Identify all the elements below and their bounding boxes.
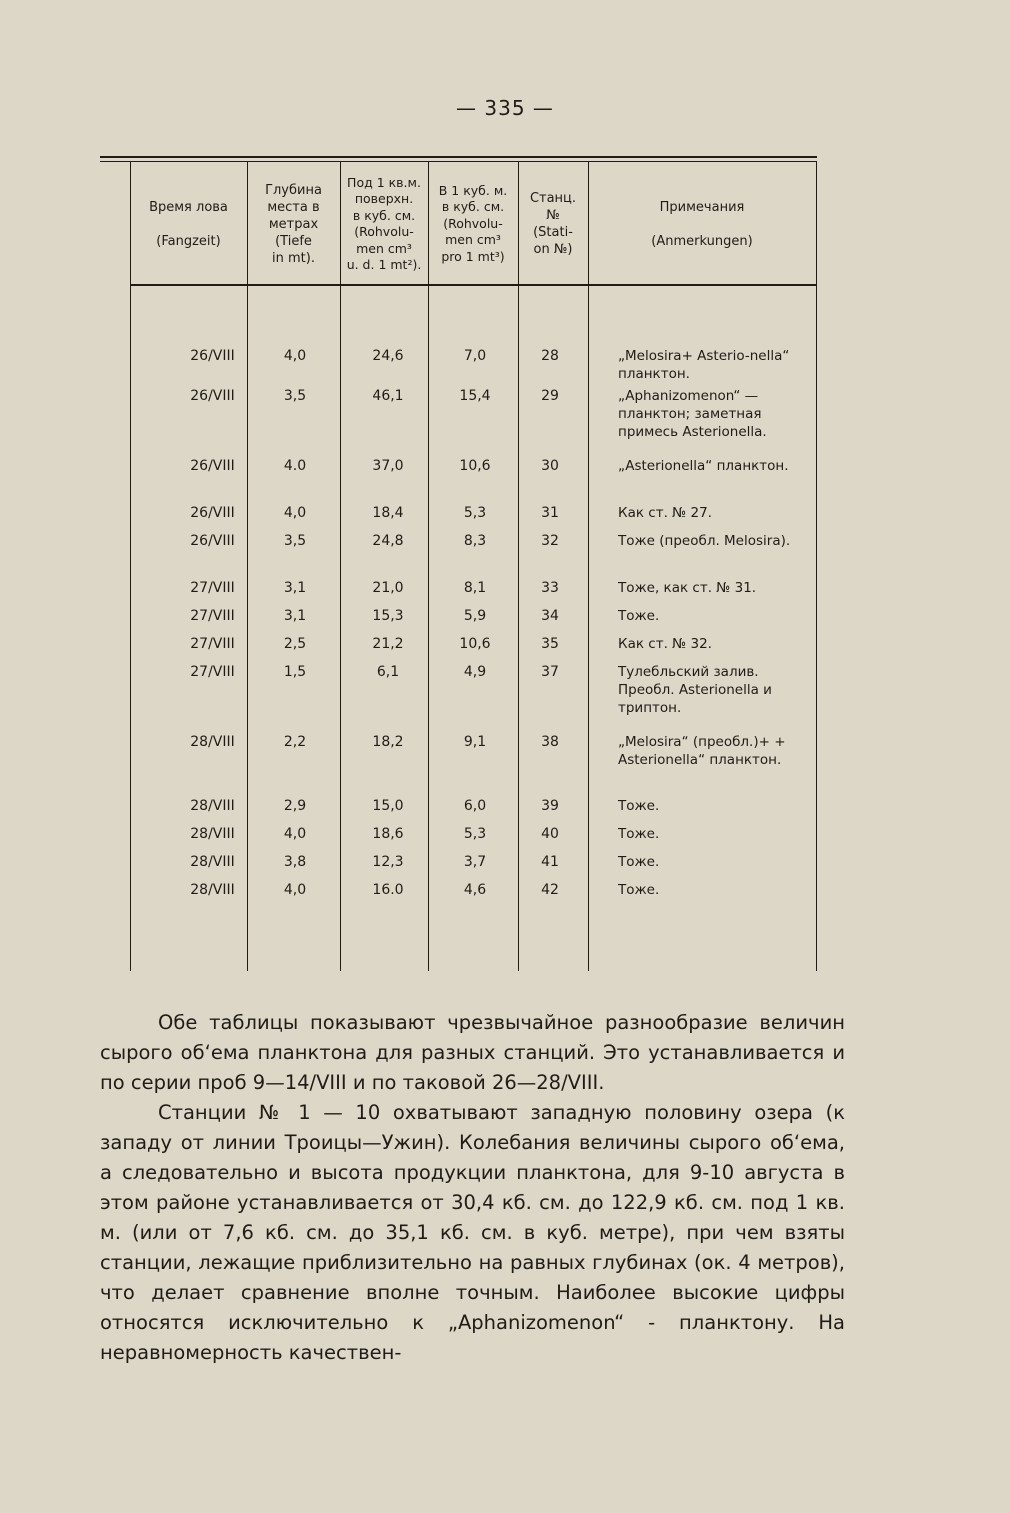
cell-volume-per-m3: 5,3 <box>463 826 487 842</box>
cell-station: 31 <box>541 505 559 521</box>
cell-note: Тоже. <box>618 798 660 814</box>
cell-station: 41 <box>541 854 559 870</box>
cell-station: 37 <box>541 664 559 680</box>
cell-station: 28 <box>541 348 559 364</box>
cell-depth: 1,5 <box>283 664 307 680</box>
cell-depth: 4.0 <box>283 458 307 474</box>
header-volume-per-m2: Под 1 кв.м. поверхн. в куб. см. (Rohvolu- men cm³ u. d. 1 mt²). <box>346 174 422 272</box>
cell-date: 28/VIII <box>190 826 235 842</box>
cell-volume-per-m2: 21,2 <box>372 636 404 652</box>
cell-station: 42 <box>541 882 559 898</box>
cell-date: 27/VIII <box>190 608 235 624</box>
cell-date: 28/VIII <box>190 854 235 870</box>
cell-volume-per-m3: 9,1 <box>463 734 487 750</box>
header-station: Станц. № (Stati- on №) <box>529 191 577 257</box>
cell-station: 30 <box>541 458 559 474</box>
cell-depth: 3,8 <box>283 854 307 870</box>
cell-date: 26/VIII <box>190 388 235 404</box>
cell-note: „Asterionella“ планктон. <box>618 458 789 474</box>
cell-note: „Aphanizomenon“ — планктон; заметная примесь Asterionella. <box>618 388 767 440</box>
column-divider <box>588 162 589 971</box>
cell-depth: 3,1 <box>283 580 307 596</box>
header-depth: Глубина места в метрах (Tiefe in mt). <box>265 182 322 266</box>
cell-volume-per-m2: 21,0 <box>372 580 404 596</box>
cell-depth: 2,5 <box>283 636 307 652</box>
header-time: Время лова (Fangzeit) <box>149 199 228 249</box>
page-number: — 335 — <box>456 96 554 120</box>
column-divider <box>428 162 429 971</box>
cell-note: Как ст. № 32. <box>618 636 712 652</box>
cell-depth: 4,0 <box>283 505 307 521</box>
header-notes: Примечания (Anmerkungen) <box>651 199 753 249</box>
cell-station: 39 <box>541 798 559 814</box>
cell-date: 26/VIII <box>190 458 235 474</box>
column-divider <box>518 162 519 971</box>
cell-date: 28/VIII <box>190 734 235 750</box>
cell-depth: 4,0 <box>283 826 307 842</box>
cell-volume-per-m3: 4,6 <box>463 882 487 898</box>
table-top-rule-2 <box>100 161 817 162</box>
cell-volume-per-m3: 4,9 <box>463 664 487 680</box>
cell-date: 26/VIII <box>190 505 235 521</box>
column-divider <box>247 162 248 971</box>
cell-volume-per-m3: 10,6 <box>459 636 491 652</box>
cell-volume-per-m3: 7,0 <box>463 348 487 364</box>
cell-station: 29 <box>541 388 559 404</box>
cell-station: 40 <box>541 826 559 842</box>
cell-date: 28/VIII <box>190 798 235 814</box>
column-divider <box>816 162 817 971</box>
cell-date: 27/VIII <box>190 580 235 596</box>
column-divider <box>130 162 131 971</box>
cell-volume-per-m2: 16.0 <box>372 882 404 898</box>
cell-station: 34 <box>541 608 559 624</box>
cell-station: 38 <box>541 734 559 750</box>
cell-note: Как ст. № 27. <box>618 505 712 521</box>
cell-volume-per-m2: 15,0 <box>372 798 404 814</box>
cell-note: „Melosira“ (преобл.)+ + Asterionella“ планктон. <box>618 734 786 768</box>
cell-date: 27/VIII <box>190 664 235 680</box>
cell-volume-per-m2: 24,8 <box>372 533 404 549</box>
body-text <box>100 1008 845 1368</box>
cell-volume-per-m3: 8,1 <box>463 580 487 596</box>
cell-volume-per-m2: 18,2 <box>372 734 404 750</box>
cell-note: Тоже. <box>618 608 660 624</box>
header-volume-per-m3: В 1 куб. м. в куб. см. (Rohvolu- men cm³ pro 1 mt³) <box>438 182 508 264</box>
cell-volume-per-m3: 8,3 <box>463 533 487 549</box>
cell-volume-per-m3: 6,0 <box>463 798 487 814</box>
cell-volume-per-m2: 18,4 <box>372 505 404 521</box>
paragraph: Станции № 1 — 10 охватывают западную половину озера (к западу от линии Троицы—Ужин). Колебания величины сырого об‘ема, а следовательно и высота продукции планктона, для 9-10 августа в этом районе устанавливается от 30,4 кб. см. до 122,9 кб. см. под 1 кв. м. (или от 7,6 кб. см. до 35,1 кб. см. в куб. метре), при чем взяты станции, лежащие приблизительно на равных глубинах (ок. 4 метров), что делает сравнение вполне точным. Наиболее высокие цифры относятся исключительно к „Aphanizomenon“ - планктону. На неравномерность качествен- <box>100 1101 845 1364</box>
paragraph: Обе таблицы показывают чрезвычайное разнообразие величин сырого об‘ема планктона для разных станций. Это устанавливается и по серии проб 9—14/VIII и по таковой 26—28/VIII. <box>100 1011 845 1094</box>
cell-depth: 2,2 <box>283 734 307 750</box>
cell-note: Тоже. <box>618 882 660 898</box>
cell-volume-per-m3: 10,6 <box>459 458 491 474</box>
cell-note: Тоже, как ст. № 31. <box>618 580 757 596</box>
table-header-rule <box>130 284 817 286</box>
plankton-table <box>100 156 817 971</box>
cell-date: 28/VIII <box>190 882 235 898</box>
cell-note: Тоже (преобл. Melosira). <box>618 533 791 549</box>
cell-depth: 4,0 <box>283 348 307 364</box>
cell-volume-per-m3: 5,3 <box>463 505 487 521</box>
cell-depth: 3,5 <box>283 533 307 549</box>
cell-volume-per-m2: 24,6 <box>372 348 404 364</box>
cell-station: 35 <box>541 636 559 652</box>
cell-note: Тоже. <box>618 854 660 870</box>
cell-depth: 3,5 <box>283 388 307 404</box>
cell-station: 33 <box>541 580 559 596</box>
cell-volume-per-m2: 18,6 <box>372 826 404 842</box>
cell-note: Тулебльский залив. Преобл. Asterionella и триптон. <box>618 664 772 716</box>
cell-note: Тоже. <box>618 826 660 842</box>
cell-volume-per-m2: 46,1 <box>372 388 404 404</box>
cell-depth: 3,1 <box>283 608 307 624</box>
column-divider <box>340 162 341 971</box>
cell-volume-per-m2: 6,1 <box>376 664 400 680</box>
cell-note: „Melosira+ Asterio-nella“ планктон. <box>618 348 790 382</box>
cell-volume-per-m3: 3,7 <box>463 854 487 870</box>
cell-volume-per-m2: 37,0 <box>372 458 404 474</box>
cell-volume-per-m3: 15,4 <box>459 388 491 404</box>
cell-volume-per-m3: 5,9 <box>463 608 487 624</box>
cell-date: 26/VIII <box>190 348 235 364</box>
cell-date: 27/VIII <box>190 636 235 652</box>
cell-station: 32 <box>541 533 559 549</box>
cell-volume-per-m2: 12,3 <box>372 854 404 870</box>
cell-date: 26/VIII <box>190 533 235 549</box>
cell-volume-per-m2: 15,3 <box>372 608 404 624</box>
cell-depth: 2,9 <box>283 798 307 814</box>
cell-depth: 4,0 <box>283 882 307 898</box>
table-top-rule <box>100 156 817 158</box>
